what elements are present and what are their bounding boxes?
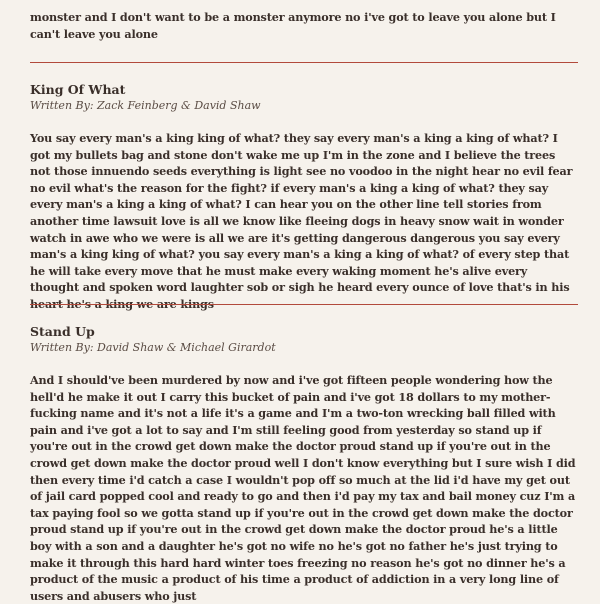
section-divider <box>30 304 578 305</box>
intro-lyrics: monster and I don't want to be a monster anymore no i've got to leave you alone but I can't leave you alone <box>30 10 556 41</box>
song-title: Stand Up <box>30 324 95 339</box>
song-credit: Written By: David Shaw & Michael Girardot <box>30 341 276 354</box>
song-title: King Of What <box>30 82 126 97</box>
song-lyrics: And I should've been murdered by now and i've got fifteen people wondering how the hell'd he make it out I carry this bucket of pain and i've got 18 dollars to my mother-fucking name and it's not a life it's a game and I'm a two-ton wrecking ball filled with pain and i've got a lot to say and I'm still feeling good from yesterday so stand up if you're out in the crowd get down make the doctor proud stand up if you're out in the crowd get down make the doctor proud well I don't know everything but I sure wish I did then every time i'd catch a case I wouldn't pop off so much at the lid i'd have my get out of jail card popped cool and ready to go and then i'd pay my tax and bail money cuz I'm a tax paying fool so we gotta stand up if you're out in the crowd get down make the doctor proud stand up if you're out in the crowd get down make the doctor proud he's a little boy with a son and a daughter he's got no wife no he's got no father he's just trying to make it through this hard hard winter toes freezing no reason he's got no dinner he's a product of the music a product of his time a product of addiction in a very long line of users and abusers who just <box>30 373 576 603</box>
section-divider <box>30 62 578 63</box>
song-lyrics: You say every man's a king king of what? they say every man's a king a king of what? I got my bullets bag and stone don't wake me up I'm in the zone and I believe the trees not those innuendo seeds everything is light see no voodoo in the night hear no evil fear no evil what's the reason for the fight? if every man's a king a king of what? they say every man's a king a king of what? I can hear you on the other line tell stories from another time lawsuit love is all we know like fleeing dogs in heavy snow wait in wonder watch in awe who we were is all we are it's getting dangerous dangerous you say every man's a king king of what? you say every man's a king a king of what? of every step that he will take every move that he must make every waking moment he's alive every thought and spoken word laughter sob or sigh he heard every ounce of love that's in his heart he's a king we are kings <box>30 131 573 311</box>
song-credit: Written By: Zack Feinberg & David Shaw <box>30 99 261 112</box>
